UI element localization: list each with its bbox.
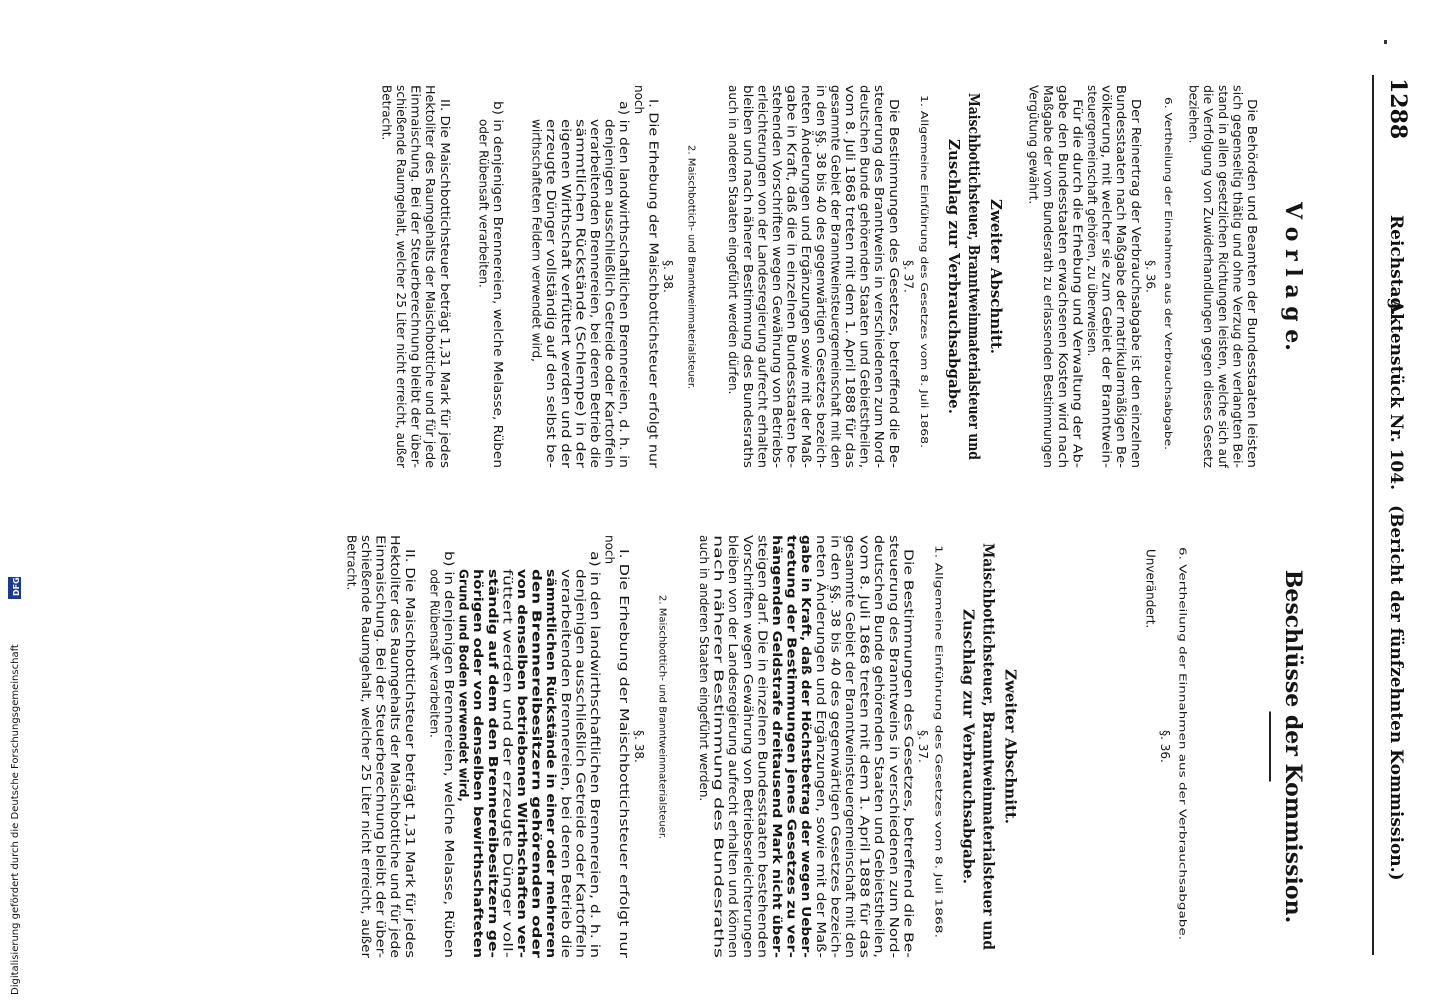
s37-line: gabe in Kraft, daß der Höchstbetrag der wegen Ueber- — [799, 535, 814, 906]
s38-item-a-line: verarbeitenden Brennereien, bei deren Betrieb die — [558, 569, 573, 873]
s38-item-a-line: hörigen oder von denselben bewirthschafteten — [471, 569, 486, 888]
s38-item-a-line: den Brennereibesitzern gehörenden oder — [529, 569, 544, 849]
corner-mark — [1384, 40, 1387, 44]
s37-line: erleichterungen von der Landesregierung aufrecht erhalten — [755, 85, 770, 443]
section-title-2: Zuschlag zur Verbrauchsabgabe. — [959, 609, 978, 884]
intro-line: beziehen. — [1186, 85, 1201, 144]
section-heading: Zweiter Abschnitt. — [987, 199, 1005, 354]
s37-line: auch in anderen Staaten eingeführt werden dürfen. — [726, 85, 741, 395]
header-aktenstueck: Aktenstück Nr. 104. — [1386, 300, 1406, 491]
s36-line: Der Reinertrag der Verbrauchsabgabe ist den einzelnen — [1128, 99, 1143, 434]
s37-line: steuerung des Branntweins in verschiedenen zum Nord- — [886, 535, 901, 873]
s38-clause-II-line: Hektoliter des Raumgehalts der Maischbottiche und für jede — [423, 85, 438, 448]
s38-clause-II-line: schießende Raumgehalt, welcher 25 Liter nicht erreicht, außer — [394, 85, 408, 462]
s37-line: hängenden Geldstrafe dreitausend Mark nicht über- — [770, 535, 784, 889]
intro-line: die Verfolgung von Zuwiderhandlungen gegen dieses Gesetz — [1201, 85, 1216, 451]
s38-clause-II-line: II. Die Maischbottichsteuer beträgt 1,31 Mark für jedes — [402, 549, 417, 878]
s37-line: gesammte Gebiet der Branntweinsteuergemeinschaft mit den — [843, 535, 857, 909]
s37-line: Die Bestimmungen des Gesetzes, betreffend die Be- — [901, 549, 916, 864]
section-heading: Zweiter Abschnitt. — [1001, 669, 1020, 824]
s38-item-a-line: verarbeitenden Brennereien, bei deren Betrieb die — [588, 119, 602, 423]
s38-item-a-line: denjenigen ausschließlich Getreide oder Kartoffeln — [573, 569, 588, 873]
s36-line: Maßgabe der vom Bundesrath zu erlassenden Bestimmungen — [1041, 85, 1056, 457]
s37-line: gabe in Kraft, daß die in einzelnen Bundesstaaten be- — [784, 85, 799, 409]
s36-line: Bundesstaaten nach Maßgabe der matrikularmäßigen Be- — [1114, 85, 1129, 433]
s38-item-a-line: wirthschafteten Feldern verwendet wird, — [529, 119, 544, 362]
s37-line: Vorschriften wegen Gewährung von Betriebserleichterungen — [740, 535, 755, 899]
s37-line: in den §§. 38 bis 40 des gegenwärtigen Gesetzes bezeich- — [813, 85, 828, 434]
s37-line: nach näherer Bestimmung des Bundesraths — [711, 535, 726, 800]
beschluesse-title: Beschlüsse der Kommission. — [1280, 569, 1306, 924]
s36-unchanged: Unverändert. — [1143, 549, 1158, 629]
s38-clause-II-line: Betracht. — [344, 535, 359, 591]
s38-clause-I: I. Die Erhebung der Maischbottichsteuer erfolgt nur — [617, 549, 632, 859]
subsection-2: 2. Maischbottich- und Branntweinmaterialsteuer. — [656, 595, 668, 840]
s38-clause-II-line: II. Die Maischbottichsteuer beträgt 1,31 Mark für jedes — [437, 99, 452, 428]
s38-item-a-line: a) in den landwirthschaftlichen Brennereien, d. h. in — [617, 101, 632, 413]
intro-line: stand in allen gesetzlichen Richtungen leisten, welche sich auf — [1215, 85, 1230, 462]
s36-line: Vergütung gewährt. — [1026, 85, 1041, 205]
section-title-1: Maischbottichsteuer, Branntweinmaterialsteuer und — [979, 543, 998, 987]
header-reichstag: Reichstag. — [1386, 215, 1406, 316]
s37-line: steigen darf. Die in einzelnen Bundesstaaten bestehenden — [755, 535, 770, 887]
s38-clause-II-line: Einmaischung. Bei der Steuerberechnung bleibt der über- — [408, 85, 423, 432]
s38-item-a-line: sämmtlichen Rückstände in einer oder mehreren — [544, 569, 559, 900]
s38-item-a-line: ständig auf dem den Brennereibesitzern ge- — [485, 569, 500, 869]
intro-line: Die Behörden und Beamten der Bundesstaaten leisten — [1245, 99, 1259, 427]
s38-clause-I-cont: noch — [631, 85, 646, 115]
s38-item-a-line: a) in den landwirthschaftlichen Brennereien, d. h. in — [588, 551, 602, 863]
s38-item-b-line: oder Rübensaft verarbeiten. — [476, 119, 491, 288]
subsection-2: 2. Maischbottich- und Branntweinmaterialsteuer. — [685, 145, 697, 390]
section-title-1: Maischbottichsteuer, Branntweinmaterialsteuer und — [965, 93, 983, 537]
s37-line: neten Änderungen und Ergänzungen sowie mit der Maß- — [799, 85, 814, 426]
page-number: 1288 — [1385, 78, 1411, 140]
s37-line: tretung der Bestimmungen jenes Gesetzes zu ver- — [784, 535, 799, 876]
s37-line: vom 8. Juli 1868 treten mit dem 1. April 1888 für das — [857, 535, 872, 854]
s36-line: gabe den Bundesstaaten erwachsenen Kosten wird nach — [1055, 85, 1070, 426]
s38-item-a-line: Grund und Boden verwendet wird, — [456, 569, 471, 802]
subsection-1: 1. Allgemeine Einführung des Gesetzes vom 8. Juli 1868. — [918, 95, 929, 380]
s38-item-a-line: erzeugte Dünger vollständig auf den selbst be- — [544, 119, 559, 402]
s38-clause-I-cont: noch — [602, 535, 617, 565]
dfg-logo-text: DFG — [12, 577, 21, 596]
s36-line: steuergemeinschaft gehören, zu überweisen. — [1085, 85, 1099, 357]
s36-line: Für die durch die Erhebung und Verwaltung der Ab- — [1070, 99, 1085, 408]
paragraph-37: §. 37. — [901, 260, 916, 293]
s38-item-b-line: oder Rübensaft verarbeiten. — [427, 569, 442, 738]
s37-line: deutschen Bunde gehörenden Staaten und Gebietstheilen, — [857, 85, 872, 439]
s37-line: stehenden Vorschriften wegen Gewährung von Betriebs- — [770, 85, 784, 425]
s37-line: steuerung des Branntweins in verschiedenen zum Nord- — [872, 85, 887, 423]
s38-item-a-line: sämmtlichen Rückstände (Schlempe) in der — [573, 119, 588, 382]
s38-clause-II-line: Einmaischung. Bei der Steuerberechnung bleibt der über- — [373, 535, 388, 882]
s38-clause-II-line: Hektoliter des Raumgehalts der Maischbottiche und für jede — [388, 535, 403, 898]
s38-item-a-line: eigenen Wirthschaft verfüttert werden und der — [558, 119, 573, 401]
s37-line: gesammte Gebiet der Branntweinsteuergemeinschaft mit den — [828, 85, 843, 459]
header-bericht: (Bericht der fünfzehnten Kommission.) — [1386, 505, 1406, 881]
s37-line: Die Bestimmungen des Gesetzes, betreffend die Be- — [886, 99, 901, 414]
paragraph-37: §. 37. — [916, 730, 930, 763]
subsection-1: 1. Allgemeine Einführung des Gesetzes vom 8. Juli 1868. — [932, 545, 944, 830]
s36-line: völkerung, mit welcher sie zum Gebiet der Branntwein- — [1099, 85, 1114, 417]
s37-line: vom 8. Juli 1868 treten mit dem 1. April 1888 für das — [843, 85, 857, 404]
paragraph-36: §. 36. — [1143, 260, 1158, 293]
section-title-2: Zuschlag zur Verbrauchsabgabe. — [945, 139, 963, 414]
paragraph-38: §. 38. — [661, 260, 675, 293]
footer-credit-text: Digitalisierung gefördert durch die Deutsche Forschungsgemeinschaft — [10, 644, 21, 995]
s38-clause-II-line: schießende Raumgehalt, welcher 25 Liter nicht erreicht, außer — [359, 535, 373, 912]
paragraph-38: §. 38. — [631, 730, 646, 763]
s37-line: bleiben von der Landesregierung aufrecht erhalten und können — [726, 535, 741, 917]
s38-item-a-line: füttert werden und der erzeugte Dünger voll- — [500, 569, 515, 841]
s37-line: neten Änderungen und Ergänzungen, sowie mit der Maß- — [813, 535, 828, 880]
s38-item-a-line: von denselben betriebenen Wirthschaften ver- — [515, 569, 529, 886]
subsection-heading: 6. Vertheilung der Einnahmen aus der Verbrauchsabgabe. — [1176, 547, 1188, 838]
s38-clause-I: I. Die Erhebung der Maischbottichsteuer erfolgt nur — [646, 99, 661, 409]
s38-item-b-line: b) in denjenigen Brennereien, welche Melasse, Rüben — [491, 101, 505, 424]
s37-line: in den §§. 38 bis 40 des gegenwärtigen Gesetzes bezeich- — [828, 535, 843, 884]
paragraph-36: §. 36. — [1158, 730, 1172, 763]
vorlage-title: V o r l a g e. — [1280, 202, 1306, 351]
subsection-heading: 6. Vertheilung der Einnahmen aus der Verbrauchsabgabe. — [1162, 97, 1173, 388]
s37-line: auch in anderen Staaten eingeführt werden. — [697, 535, 711, 802]
s38-item-b-line: b) in denjenigen Brennereien, welche Melasse, Rüben — [442, 551, 456, 874]
intro-line: sich gegenseitig thätig und ohne Verzug den verlangten Bei- — [1230, 85, 1245, 450]
s38-clause-II-line: Betracht. — [379, 85, 394, 141]
s37-line: bleiben und nach näherer Bestimmung des Bundesraths — [740, 85, 755, 424]
s37-line: deutschen Bunde gehörenden Staaten und Gebietstheilen, — [872, 535, 887, 889]
s38-item-a-line: denjenigen ausschließlich Getreide oder Kartoffeln — [602, 119, 617, 423]
